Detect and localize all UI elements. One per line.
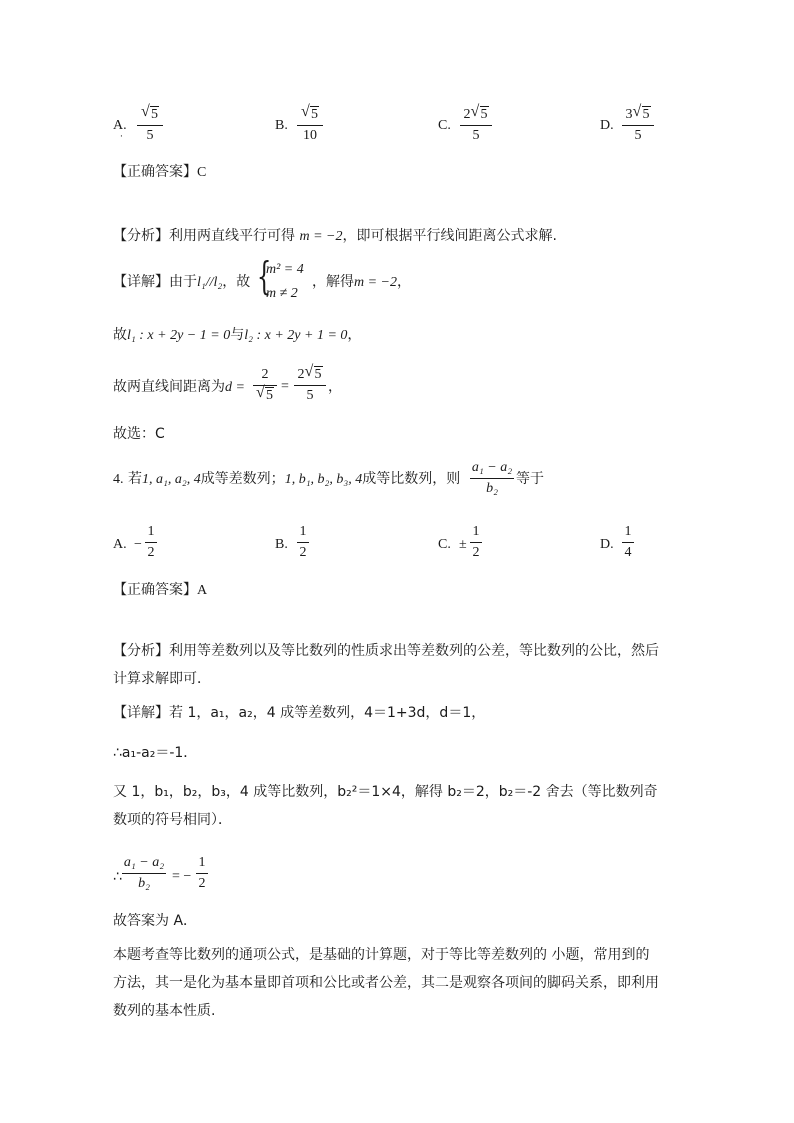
distance-text: 故两直线间距离为d = bbox=[113, 379, 245, 395]
q4-stem-end: 等于 bbox=[516, 471, 544, 487]
q4-summary: 本题考查等比数列的通项公式，是基础的计算题，对于等比等差数列的 小题，常用到的方法，其一是化为基本量即首项和公比或者公差，其二是观察各项间的脚码关系，即利用数列的基本性质. bbox=[113, 947, 659, 1019]
option-label: C. bbox=[438, 537, 451, 552]
line-l1: l₁ : x + 2y − 1 = 0 bbox=[127, 328, 231, 343]
option-sign: ± bbox=[459, 537, 467, 552]
detail-tag: 【详解】 bbox=[113, 705, 169, 721]
q4-detail-3: 又 1，b₁，b₂，b₃，4 成等比数列，b₂²＝1×4，解得 b₂＝2，b₂＝-2 舍去（等比数列奇数项的符号相同）． bbox=[113, 784, 658, 828]
result-value: 1 2 bbox=[196, 855, 208, 892]
detail-result: ，解得m = −2， bbox=[312, 274, 412, 290]
detail-lead: 【详解】由于l₁//l₂，故 bbox=[113, 274, 251, 290]
q4-detail-1: 【详解】若 1，a₁，a₂，4 成等差数列，4＝1+3d，d＝1， bbox=[113, 705, 486, 721]
option-fraction: 1 2 bbox=[145, 524, 157, 561]
therefore-symbol: ∴ bbox=[113, 869, 122, 885]
dot-mark: · bbox=[120, 132, 123, 142]
option-fraction: √ 5 5 bbox=[137, 107, 163, 144]
option-fraction: 1 2 bbox=[470, 524, 482, 561]
question-number: 4. bbox=[113, 472, 124, 487]
analysis-tag: 【分析】 bbox=[113, 643, 169, 659]
option-fraction: 1 2 bbox=[297, 524, 309, 561]
q4-detail-2: ∴a₁-a₂＝-1． bbox=[113, 745, 198, 761]
distance-var: d = bbox=[225, 380, 245, 395]
distance-fraction-1: 2 √ 5 bbox=[253, 367, 277, 404]
q3-analysis bbox=[113, 229, 557, 244]
option-fraction: 1 4 bbox=[622, 524, 634, 561]
arith-sequence: 1, a₁, a₂, 4 bbox=[141, 472, 201, 487]
answer-value: C bbox=[197, 165, 207, 180]
answer-value: A bbox=[197, 583, 208, 598]
answer-tag: 【正确答案】 bbox=[113, 582, 197, 598]
q4-final-answer: 故答案为 A． bbox=[113, 913, 198, 929]
option-label: A. bbox=[113, 118, 127, 133]
q4-analysis bbox=[113, 637, 661, 693]
option-fraction: √ 5 10 bbox=[297, 107, 323, 144]
option-fraction: 3 √ 5 5 bbox=[622, 107, 654, 144]
option-label: D. bbox=[600, 118, 614, 133]
q4-answer bbox=[113, 583, 207, 598]
analysis-text-cont: ，即可根据平行线间距离公式求解. bbox=[342, 228, 557, 244]
distance-fraction-2: 2 √ 5 5 bbox=[294, 367, 326, 404]
option-sign: − bbox=[134, 537, 142, 552]
option-label: D. bbox=[600, 537, 614, 552]
system-brace: { bbox=[256, 254, 272, 298]
geo-sequence: 1, b₁, b₂, b₃, 4 bbox=[284, 472, 363, 487]
q4-stem-fraction: a₁ − a₂ b₂ bbox=[471, 460, 513, 496]
q3-choice: 故选：C bbox=[113, 426, 165, 442]
system-line-1: m² = 4 bbox=[266, 262, 304, 277]
option-label: B. bbox=[275, 118, 288, 133]
option-fraction: 2 √ 5 5 bbox=[460, 107, 492, 144]
detail-equation: m = −2 bbox=[354, 275, 398, 290]
option-label: A. bbox=[113, 537, 127, 552]
q3-answer bbox=[113, 165, 206, 180]
answer-tag: 【正确答案】 bbox=[113, 164, 197, 180]
distance-equals: = bbox=[281, 379, 289, 394]
analysis-text: 利用等差数列以及等比数列的性质求出等差数列的公差，等比数列的公比，然后计算求解即可． bbox=[113, 643, 659, 687]
detail-tag: 【详解】 bbox=[113, 274, 169, 290]
q3-line-equations: 故l₁ : x + 2y − 1 = 0与l₂ : x + 2y + 1 = 0， bbox=[113, 327, 362, 343]
distance-end: ， bbox=[328, 379, 342, 395]
analysis-text: 利用两直线平行可得 bbox=[169, 228, 295, 244]
q4-stem-text: 4. 若1, a₁, a₂, 4成等差数列；1, b₁, b₂, b₃, 4成等比数列，则 bbox=[113, 471, 461, 487]
analysis-equation: m = −2 bbox=[299, 229, 343, 244]
parallel-expr: l₁//l₂ bbox=[197, 275, 223, 290]
option-label: B. bbox=[275, 537, 288, 552]
analysis-tag: 【分析】 bbox=[113, 228, 169, 244]
result-fraction: a₁ − a₂ b₂ bbox=[123, 855, 165, 891]
option-label: C. bbox=[438, 118, 451, 133]
system-line-2: m ≠ 2 bbox=[266, 286, 298, 301]
line-l2: l₂ : x + 2y + 1 = 0 bbox=[244, 328, 348, 343]
result-equals: = − bbox=[172, 869, 192, 884]
